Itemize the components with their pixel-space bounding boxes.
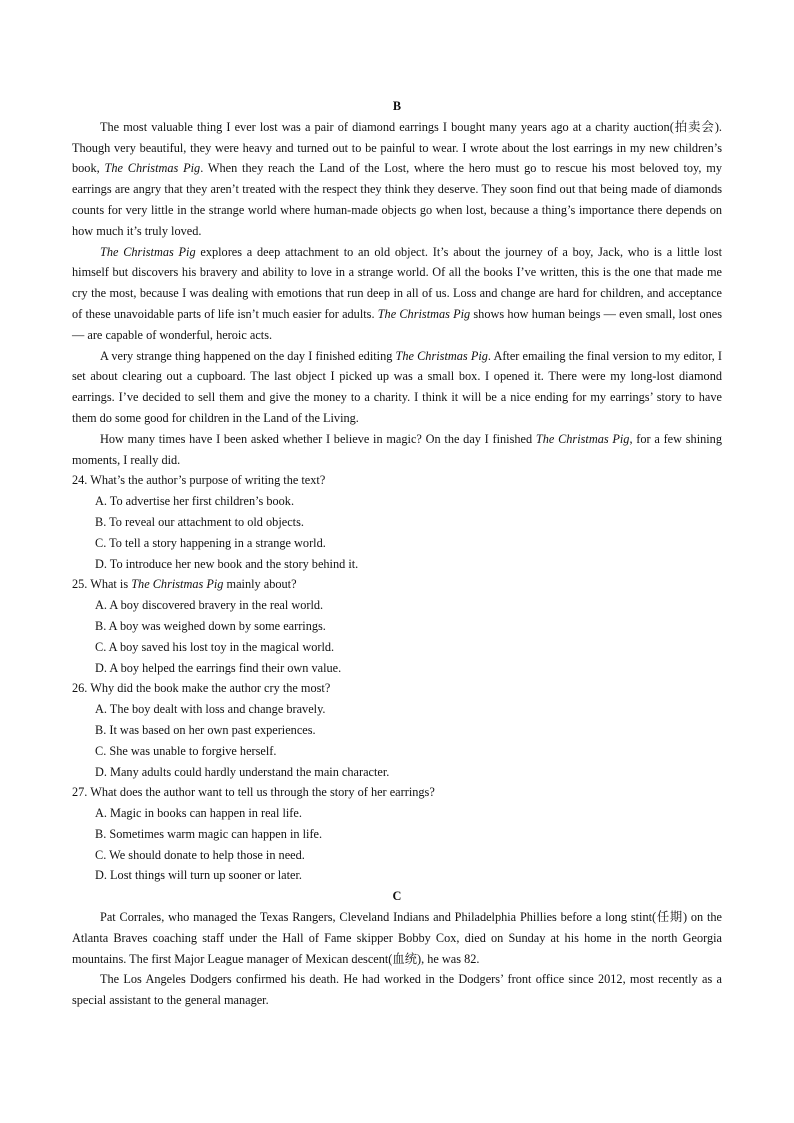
option-a: A. The boy dealt with loss and change bravely. <box>95 702 326 717</box>
section-c-heading: C <box>392 889 402 904</box>
text-run: How many times have I been asked whether I believe in magic? On the day I finished <box>100 431 536 446</box>
text-run: . After emailing the final version to my editor, I set about clearing out a cupboard. The last object I picked up was a small box. I opened it. There were my long-lost diamond earrings. I’ve decided to sell them and give the money to a charity. I think it will be a nice ending for my earrings’ story to have them do some good for children in the Land of the Living. <box>72 348 722 425</box>
passage-b-paragraph-3 <box>72 346 722 429</box>
question-25-options <box>72 595 722 678</box>
text-run: mainly about? <box>223 577 297 592</box>
book-title: The Christmas Pig <box>395 348 488 363</box>
text-run: . When they reach the Land of the Lost, where the hero must go to rescue his most beloved toy, my earrings are angry that they aren’t treated with the respect they think they deserve. They soon find out that being made of diamonds counts for very little in the strange world where human-made objects go when lost, because a thing’s importance there depends on how much it’s truly loved. <box>72 161 722 238</box>
option-d: D. To introduce her new book and the story behind it. <box>95 556 359 571</box>
book-title: The Christmas Pig <box>104 161 201 176</box>
question-26-stem: 26. Why did the book make the author cry the most? <box>72 681 331 696</box>
option-c: C. To tell a story happening in a strange world. <box>95 535 326 550</box>
option-c: C. We should donate to help those in need. <box>95 847 305 862</box>
passage-b-paragraph-1 <box>72 117 722 242</box>
text-run: 25. What is <box>72 577 132 592</box>
text-run: shows how human beings — even small, lost ones — are capable of wonderful, heroic acts. <box>72 306 722 342</box>
option-b: B. A boy was weighed down by some earrings. <box>95 618 326 633</box>
book-title: The Christmas Pig <box>100 244 196 259</box>
book-title: The Christmas Pig <box>131 577 224 592</box>
question-27-options <box>72 803 722 886</box>
option-b: B. To reveal our attachment to old objects. <box>95 514 304 529</box>
option-d: D. A boy helped the earrings find their own value. <box>95 660 342 675</box>
option-a: A. Magic in books can happen in real life. <box>95 806 302 821</box>
book-title: The Christmas Pig <box>535 431 630 446</box>
text-run: A very strange thing happened on the day I finished editing <box>100 348 396 363</box>
option-a: A. To advertise her first children’s book. <box>95 494 295 509</box>
question-26-options <box>72 699 722 782</box>
option-c: C. She was unable to forgive herself. <box>95 743 277 758</box>
passage-c-paragraph-2: The Los Angeles Dodgers confirmed his death. He had worked in the Dodgers’ front office since 2012, most recently as a special assistant to the general manager. <box>72 972 722 1008</box>
option-d: D. Lost things will turn up sooner or later. <box>95 868 302 883</box>
section-b-heading: B <box>392 99 402 113</box>
question-24-options <box>72 491 722 574</box>
question-24-stem: 24. What’s the author’s purpose of writing the text? <box>72 473 326 488</box>
option-a: A. A boy discovered bravery in the real world. <box>95 598 324 613</box>
text-run: , for a few shining moments, I really did. <box>72 431 722 467</box>
option-b: B. It was based on her own past experiences. <box>95 722 316 737</box>
option-b: B. Sometimes warm magic can happen in life. <box>95 826 323 841</box>
passage-b-paragraph-4 <box>72 429 722 471</box>
option-d: D. Many adults could hardly understand the main character. <box>95 764 390 779</box>
passage-c-paragraph-1: Pat Corrales, who managed the Texas Rangers, Cleveland Indians and Philadelphia Phillies before a long stint(任期) on the Atlanta Braves coaching staff under the Hall of Fame skipper Bobby Cox, died on Sunday at his home in the north Georgia mountains. The first Major League manager of Mexican descent(血统), he was 82. <box>72 910 722 966</box>
text-run: explores a deep attachment to an old object. It’s about the journey of a boy, Jack, who is a little lost himself but discovers his bravery and ability to love in a strange world. Of all the books I’ve written, this is the one that made me cry the most, because I was dealing with emotions that run deep in all of us. Loss and change are hard for children, and acceptance of these unavoidable parts of life isn’t much easier for adults. <box>72 244 722 321</box>
text-run: The most valuable thing I ever lost was a pair of diamond earrings I bought many years ago at a charity auction(拍卖会). Though very beautiful, they were heavy and turned out to be painful to wear. I wrote about the lost earrings in my new children’s book, <box>72 119 722 176</box>
option-c: C. A boy saved his lost toy in the magical world. <box>95 639 335 654</box>
book-title: The Christmas Pig <box>377 306 471 321</box>
exam-page <box>72 96 722 1011</box>
question-27-stem: 27. What does the author want to tell us through the story of her earrings? <box>72 785 435 800</box>
passage-b-paragraph-2 <box>72 242 722 346</box>
question-25-stem <box>72 574 722 595</box>
